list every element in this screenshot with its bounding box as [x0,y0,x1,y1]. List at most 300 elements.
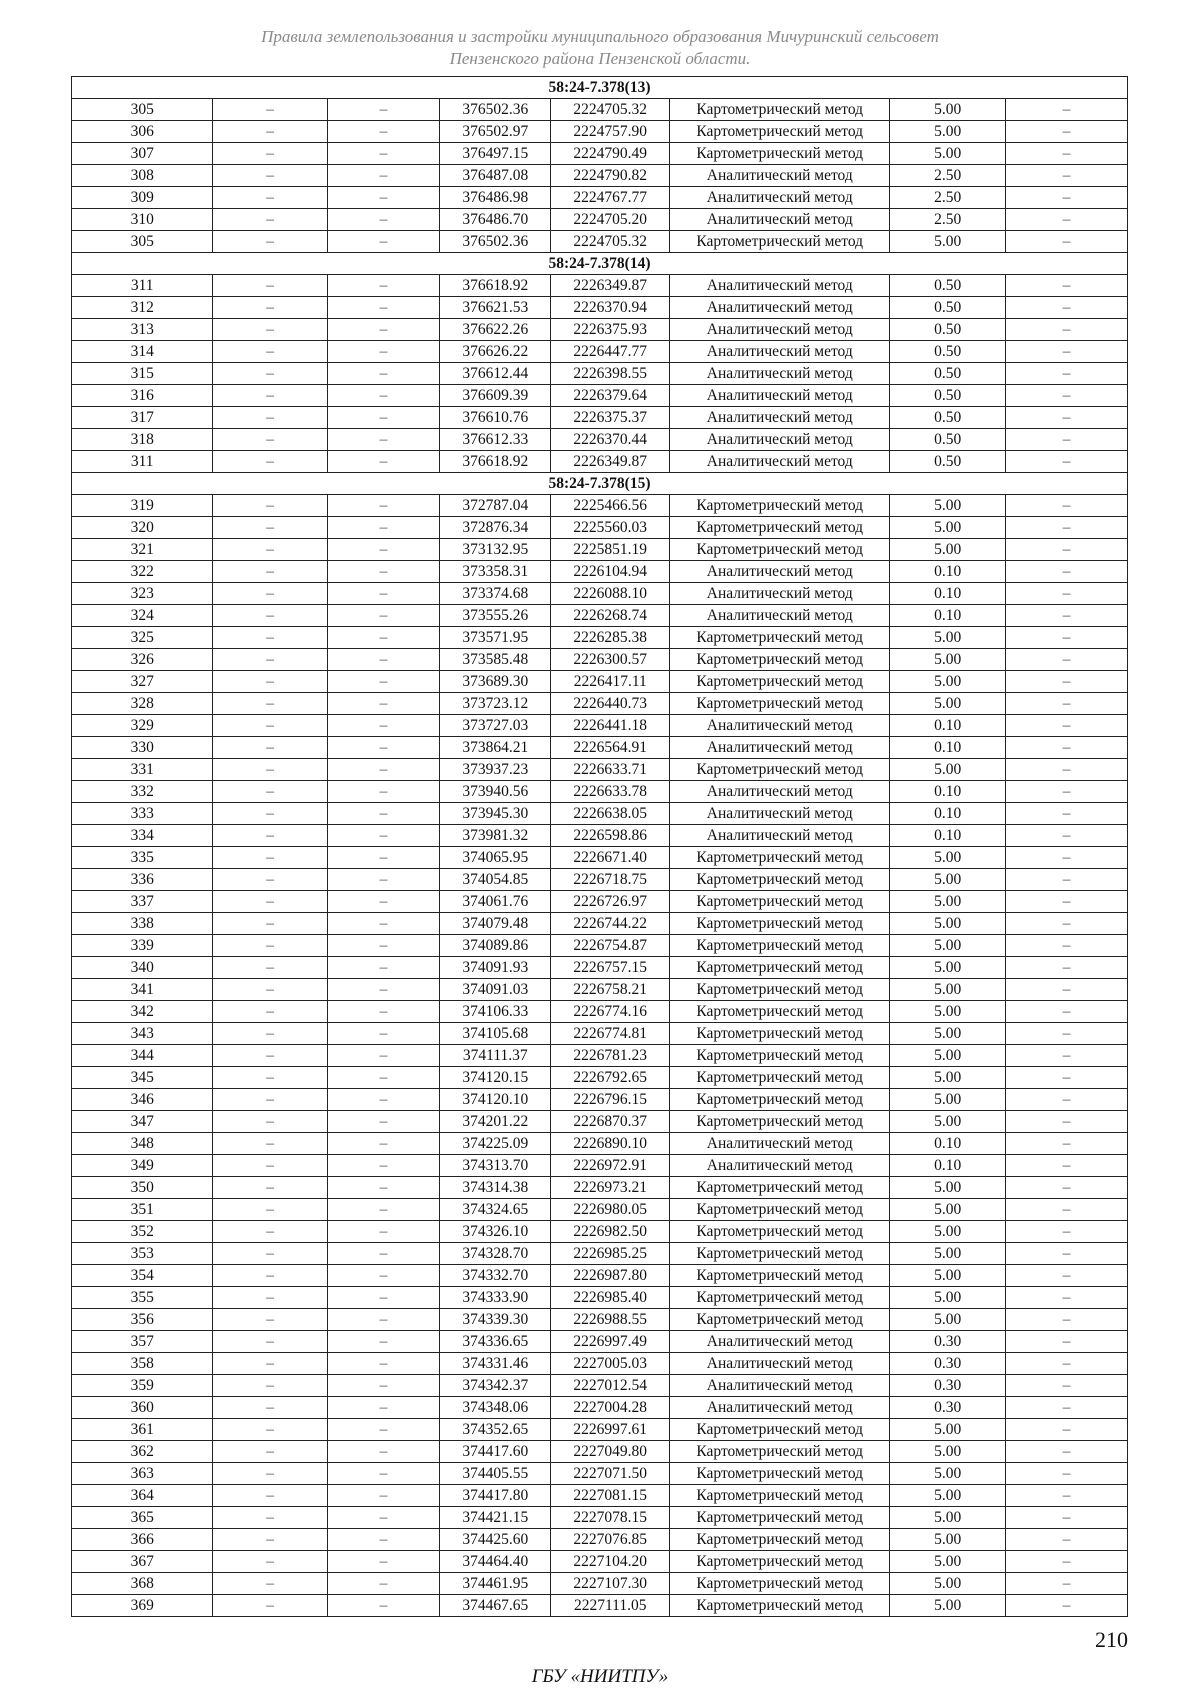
table-row [72,495,1128,517]
table-cell: – [1005,1309,1127,1331]
table-cell: – [213,1463,327,1485]
table-cell: – [213,165,327,187]
table-cell: – [1005,539,1127,561]
table-cell: 2227076.85 [551,1529,670,1551]
table-cell: 373937.23 [440,759,551,781]
table-cell: – [327,1089,439,1111]
table-cell: 321 [72,539,213,561]
table-cell: 0.10 [890,803,1006,825]
table-cell: – [213,1331,327,1353]
table-cell: 312 [72,297,213,319]
table-cell: 354 [72,1265,213,1287]
table-cell: 351 [72,1199,213,1221]
table-cell: – [213,1155,327,1177]
table-cell: 0.10 [890,825,1006,847]
table-cell: 2226796.15 [551,1089,670,1111]
coordinates-table-body [72,77,1128,1617]
table-cell: – [1005,1419,1127,1441]
table-cell: 0.50 [890,407,1006,429]
table-cell: 332 [72,781,213,803]
table-cell: – [213,1595,327,1617]
table-cell: – [1005,231,1127,253]
table-cell: Картометрический метод [670,891,890,913]
table-cell: – [1005,319,1127,341]
table-cell: Картометрический метод [670,1441,890,1463]
table-cell: 360 [72,1397,213,1419]
table-cell: 342 [72,1001,213,1023]
table-cell: – [327,1177,439,1199]
table-cell: – [213,1133,327,1155]
table-row [72,1397,1128,1419]
table-row [72,781,1128,803]
table-cell: 0.50 [890,429,1006,451]
table-cell: 2227107.30 [551,1573,670,1595]
table-cell: 374331.46 [440,1353,551,1375]
table-cell: 0.10 [890,737,1006,759]
table-cell: – [327,1595,439,1617]
table-cell: – [1005,1133,1127,1155]
table-row [72,847,1128,869]
table-cell: 5.00 [890,1441,1006,1463]
table-cell: 373358.31 [440,561,551,583]
table-row [72,1485,1128,1507]
table-cell: 352 [72,1221,213,1243]
table-cell: 324 [72,605,213,627]
table-cell: – [327,1551,439,1573]
table-cell: – [213,1067,327,1089]
table-cell: 2226985.40 [551,1287,670,1309]
table-cell: 374417.60 [440,1441,551,1463]
table-cell: Картометрический метод [670,539,890,561]
table-cell: 374079.48 [440,913,551,935]
table-cell: 376486.98 [440,187,551,209]
table-cell: – [327,99,439,121]
table-cell: 0.50 [890,451,1006,473]
table-cell: 319 [72,495,213,517]
table-row [72,759,1128,781]
table-cell: – [1005,451,1127,473]
table-row [72,1045,1128,1067]
table-cell: Аналитический метод [670,297,890,319]
table-row [72,1155,1128,1177]
table-cell: 5.00 [890,1001,1006,1023]
table-cell: 374332.70 [440,1265,551,1287]
table-cell: – [213,561,327,583]
table-cell: – [1005,649,1127,671]
table-row [72,165,1128,187]
page-header [70,26,1130,70]
table-row [72,1243,1128,1265]
table-cell: – [1005,1287,1127,1309]
table-cell: Картометрический метод [670,627,890,649]
table-cell: 0.30 [890,1353,1006,1375]
table-row [72,1067,1128,1089]
table-cell: 5.00 [890,1309,1006,1331]
table-cell: – [213,627,327,649]
table-cell: – [327,561,439,583]
table-cell: 2227005.03 [551,1353,670,1375]
table-cell: 374105.68 [440,1023,551,1045]
table-row [72,935,1128,957]
table-cell: – [327,847,439,869]
table-cell: Картометрический метод [670,99,890,121]
table-cell: Картометрический метод [670,957,890,979]
table-cell: 356 [72,1309,213,1331]
table-cell: 328 [72,693,213,715]
table-cell: 376609.39 [440,385,551,407]
table-cell: – [1005,209,1127,231]
table-cell: 0.30 [890,1397,1006,1419]
table-row [72,803,1128,825]
table-cell: – [327,979,439,1001]
table-cell: – [327,1573,439,1595]
table-cell: Картометрический метод [670,759,890,781]
table-row [72,143,1128,165]
table-cell: 310 [72,209,213,231]
table-cell: 305 [72,231,213,253]
table-cell: Аналитический метод [670,385,890,407]
table-cell: – [1005,1507,1127,1529]
table-cell: 5.00 [890,1243,1006,1265]
section-header-row [72,253,1128,275]
table-cell: 373571.95 [440,627,551,649]
table-row [72,1089,1128,1111]
table-cell: 374065.95 [440,847,551,869]
table-cell: Аналитический метод [670,319,890,341]
table-cell: 374054.85 [440,869,551,891]
table-cell: – [1005,341,1127,363]
table-cell: Картометрический метод [670,143,890,165]
table-cell: 374417.80 [440,1485,551,1507]
table-row [72,561,1128,583]
table-cell: 353 [72,1243,213,1265]
table-cell: – [213,1419,327,1441]
table-cell: – [327,1507,439,1529]
table-cell: – [213,1529,327,1551]
table-cell: 373723.12 [440,693,551,715]
table-cell: 2226598.86 [551,825,670,847]
table-cell: – [213,979,327,1001]
table-cell: 5.00 [890,231,1006,253]
table-cell: 2226370.94 [551,297,670,319]
table-cell: – [213,759,327,781]
table-cell: – [327,803,439,825]
table-cell: 2226370.44 [551,429,670,451]
table-cell: Картометрический метод [670,1551,890,1573]
table-row [72,1573,1128,1595]
table-cell: 2.50 [890,187,1006,209]
table-cell: Картометрический метод [670,1463,890,1485]
table-cell: 2227111.05 [551,1595,670,1617]
table-cell: 376612.33 [440,429,551,451]
table-cell: 5.00 [890,847,1006,869]
table-cell: 326 [72,649,213,671]
table-cell: 374106.33 [440,1001,551,1023]
table-cell: 2226088.10 [551,583,670,605]
table-cell: – [213,1111,327,1133]
table-cell: 0.50 [890,319,1006,341]
table-cell: 5.00 [890,693,1006,715]
table-cell: 2225851.19 [551,539,670,561]
table-cell: Картометрический метод [670,1089,890,1111]
table-cell: 5.00 [890,143,1006,165]
table-cell: – [327,319,439,341]
table-cell: 339 [72,935,213,957]
table-cell: 5.00 [890,1485,1006,1507]
table-cell: – [213,99,327,121]
table-cell: – [1005,693,1127,715]
table-cell: 5.00 [890,1045,1006,1067]
table-cell: 2226375.93 [551,319,670,341]
table-cell: 2226982.50 [551,1221,670,1243]
table-row [72,187,1128,209]
table-cell: 2225466.56 [551,495,670,517]
table-cell: – [1005,1485,1127,1507]
table-cell: 322 [72,561,213,583]
table-cell: – [213,209,327,231]
table-cell: – [1005,495,1127,517]
table-cell: – [1005,517,1127,539]
table-cell: 2226870.37 [551,1111,670,1133]
section-title: 58:24-7.378(14) [72,253,1128,275]
table-row [72,1375,1128,1397]
table-cell: – [327,1309,439,1331]
table-cell: – [327,869,439,891]
table-row [72,1177,1128,1199]
table-cell: 373945.30 [440,803,551,825]
table-cell: – [327,451,439,473]
table-cell: – [327,1221,439,1243]
table-cell: 2226774.81 [551,1023,670,1045]
table-row [72,583,1128,605]
table-cell: 374091.03 [440,979,551,1001]
table-cell: 349 [72,1155,213,1177]
table-cell: 323 [72,583,213,605]
table-row [72,1221,1128,1243]
table-cell: – [327,1067,439,1089]
table-row [72,1199,1128,1221]
table-cell: – [1005,1089,1127,1111]
table-cell: – [213,231,327,253]
table-cell: – [327,1045,439,1067]
table-cell: Картометрический метод [670,979,890,1001]
table-cell: – [1005,715,1127,737]
table-cell: 2226633.71 [551,759,670,781]
table-cell: – [1005,1199,1127,1221]
table-cell: Картометрический метод [670,935,890,957]
table-cell: 2227081.15 [551,1485,670,1507]
table-cell: – [1005,1331,1127,1353]
table-cell: – [1005,847,1127,869]
table-cell: 2226300.57 [551,649,670,671]
table-cell: 2226726.97 [551,891,670,913]
section-title: 58:24-7.378(15) [72,473,1128,495]
table-cell: – [327,957,439,979]
table-row [72,363,1128,385]
table-cell: 374061.76 [440,891,551,913]
table-row [72,539,1128,561]
table-cell: – [1005,1353,1127,1375]
table-row [72,957,1128,979]
table-row [72,627,1128,649]
table-cell: 5.00 [890,869,1006,891]
table-cell: 374339.30 [440,1309,551,1331]
table-cell: Аналитический метод [670,165,890,187]
table-cell: – [1005,385,1127,407]
table-cell: 376612.44 [440,363,551,385]
table-cell: 0.10 [890,583,1006,605]
table-cell: 2226104.94 [551,561,670,583]
table-row [72,1419,1128,1441]
table-cell: – [327,187,439,209]
table-cell: – [213,1353,327,1375]
table-cell: – [213,143,327,165]
table-cell: Картометрический метод [670,1309,890,1331]
table-cell: 2226440.73 [551,693,670,715]
table-cell: 2224705.20 [551,209,670,231]
table-cell: 376622.26 [440,319,551,341]
table-cell: 5.00 [890,1529,1006,1551]
table-cell: 5.00 [890,671,1006,693]
table-cell: 359 [72,1375,213,1397]
table-cell: 2226890.10 [551,1133,670,1155]
table-cell: Картометрический метод [670,1265,890,1287]
table-cell: 2226985.25 [551,1243,670,1265]
table-cell: 0.10 [890,1155,1006,1177]
table-cell: – [1005,99,1127,121]
table-cell: – [327,1001,439,1023]
table-cell: Картометрический метод [670,1573,890,1595]
table-cell: – [213,451,327,473]
table-cell: Аналитический метод [670,605,890,627]
table-cell: 325 [72,627,213,649]
table-cell: 2226349.87 [551,275,670,297]
table-cell: 374324.65 [440,1199,551,1221]
table-row [72,1551,1128,1573]
table-cell: 335 [72,847,213,869]
table-cell: – [213,539,327,561]
table-cell: – [213,847,327,869]
table-cell: – [1005,583,1127,605]
table-cell: Картометрический метод [670,1243,890,1265]
table-cell: Картометрический метод [670,869,890,891]
table-row [72,1441,1128,1463]
table-cell: 374425.60 [440,1529,551,1551]
table-cell: – [1005,1573,1127,1595]
table-cell: Картометрический метод [670,649,890,671]
table-cell: – [1005,297,1127,319]
table-cell: 318 [72,429,213,451]
table-cell: 2226375.37 [551,407,670,429]
table-cell: 2224705.32 [551,231,670,253]
table-cell: – [327,1287,439,1309]
table-cell: 2226379.64 [551,385,670,407]
table-cell: – [213,429,327,451]
table-cell: – [1005,1177,1127,1199]
table-cell: – [327,605,439,627]
table-cell: 337 [72,891,213,913]
table-cell: – [1005,1265,1127,1287]
table-cell: – [213,781,327,803]
table-cell: 358 [72,1353,213,1375]
table-cell: 2226398.55 [551,363,670,385]
table-cell: 374313.70 [440,1155,551,1177]
table-cell: Аналитический метод [670,407,890,429]
table-cell: – [1005,825,1127,847]
table-cell: – [327,583,439,605]
table-cell: 376486.70 [440,209,551,231]
table-cell: 0.50 [890,363,1006,385]
table-cell: 374342.37 [440,1375,551,1397]
table-row [72,385,1128,407]
table-cell: Картометрический метод [670,913,890,935]
table-cell: – [213,957,327,979]
table-cell: Картометрический метод [670,1001,890,1023]
table-cell: – [1005,1463,1127,1485]
table-cell: – [327,297,439,319]
table-cell: 2226754.87 [551,935,670,957]
table-cell: 2227104.20 [551,1551,670,1573]
header-line-2: Пензенского района Пензенской области. [449,49,751,68]
table-cell: – [213,1485,327,1507]
table-cell: – [213,297,327,319]
table-row [72,913,1128,935]
table-cell: 5.00 [890,121,1006,143]
section-header-row [72,473,1128,495]
table-cell: 5.00 [890,1573,1006,1595]
table-row [72,99,1128,121]
table-cell: – [213,1243,327,1265]
table-cell: 373864.21 [440,737,551,759]
table-cell: 343 [72,1023,213,1045]
table-cell: 5.00 [890,1089,1006,1111]
table-cell: 374421.15 [440,1507,551,1529]
table-cell: 376621.53 [440,297,551,319]
table-cell: Аналитический метод [670,1331,890,1353]
table-cell: – [213,715,327,737]
table-cell: – [1005,1441,1127,1463]
table-cell: Аналитический метод [670,1353,890,1375]
table-cell: Картометрический метод [670,1485,890,1507]
table-cell: Картометрический метод [670,693,890,715]
table-cell: – [1005,1595,1127,1617]
table-row [72,869,1128,891]
table-cell: 2226997.61 [551,1419,670,1441]
table-cell: Картометрический метод [670,1595,890,1617]
table-cell: 2226447.77 [551,341,670,363]
table-cell: 5.00 [890,891,1006,913]
table-cell: – [213,671,327,693]
table-cell: 376618.92 [440,275,551,297]
table-cell: – [1005,1551,1127,1573]
table-cell: 376502.97 [440,121,551,143]
page-number: 210 [1095,1627,1128,1652]
table-cell: – [327,781,439,803]
table-row [72,737,1128,759]
table-cell: Картометрический метод [670,1023,890,1045]
table-cell: 315 [72,363,213,385]
table-cell: Аналитический метод [670,187,890,209]
table-row [72,451,1128,473]
table-cell: 2226638.05 [551,803,670,825]
table-cell: – [213,1001,327,1023]
table-cell: Картометрический метод [670,121,890,143]
table-cell: 5.00 [890,1265,1006,1287]
table-cell: 2226774.16 [551,1001,670,1023]
table-cell: – [327,209,439,231]
table-row [72,209,1128,231]
table-cell: – [327,1397,439,1419]
